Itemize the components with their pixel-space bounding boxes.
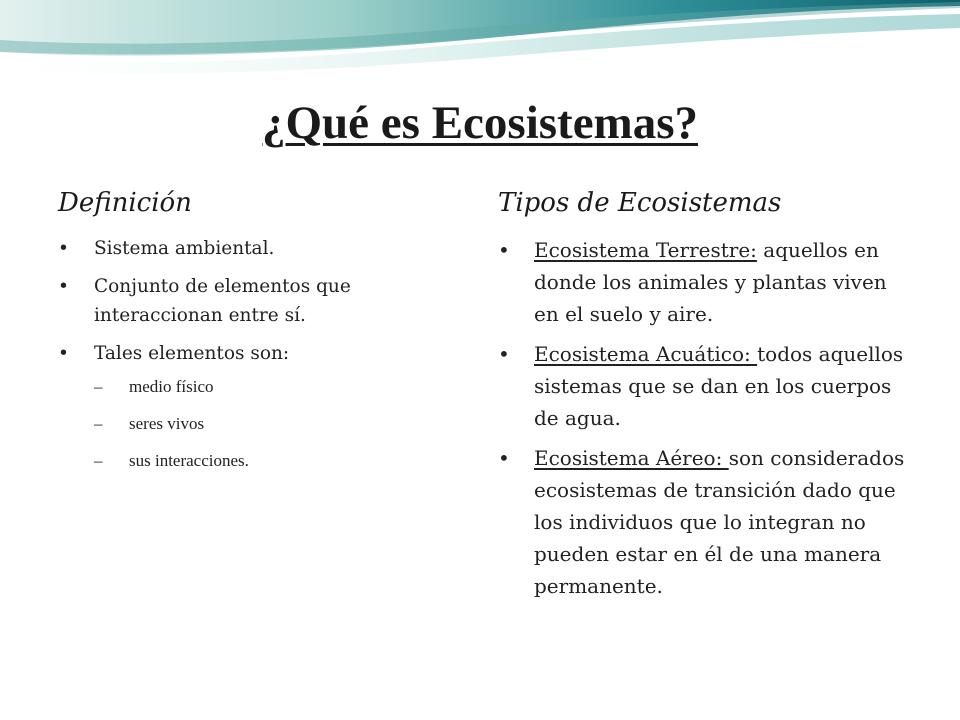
- sub-list-item: – sus interacciones.: [94, 448, 438, 474]
- types-column: [498, 186, 908, 610]
- sub-list-item: – seres vivos: [94, 411, 438, 437]
- ecosystem-description: son considerados ecosistemas de transición dado que los individuos que lo integran no pueden estar en él de una manera permanente.: [534, 446, 905, 598]
- list-item: • Sistema ambiental.: [58, 234, 438, 263]
- list-item: [498, 442, 908, 602]
- types-list: [498, 234, 908, 602]
- ecosystem-term: Ecosistema Acuático:: [534, 342, 758, 366]
- ecosystem-term: Ecosistema Aéreo:: [534, 446, 729, 470]
- definition-heading: Definición: [58, 188, 192, 218]
- list-item: [58, 339, 438, 474]
- ecosystem-description: todos aquellos sistemas que se dan en los cuerpos de agua.: [534, 342, 904, 430]
- list-item-text: Tales elementos son:: [94, 343, 290, 364]
- ecosystem-description: aquellos en donde los animales y plantas viven en el suelo y aire.: [534, 238, 887, 326]
- types-heading: Tipos de Ecosistemas: [498, 188, 782, 218]
- list-item: • Conjunto de elementos que interaccionan entre sí.: [58, 272, 438, 330]
- elements-sublist: [94, 374, 438, 474]
- sub-list-item: – medio físico: [94, 374, 438, 400]
- slide-title: ¿Qué es Ecosistemas?: [261, 97, 698, 149]
- list-item: [498, 234, 908, 330]
- definition-list: [58, 234, 438, 474]
- ecosystem-term: Ecosistema Terrestre:: [534, 238, 757, 262]
- definition-column: [58, 186, 438, 485]
- decorative-wave-banner: [0, 0, 960, 80]
- list-item: [498, 338, 908, 434]
